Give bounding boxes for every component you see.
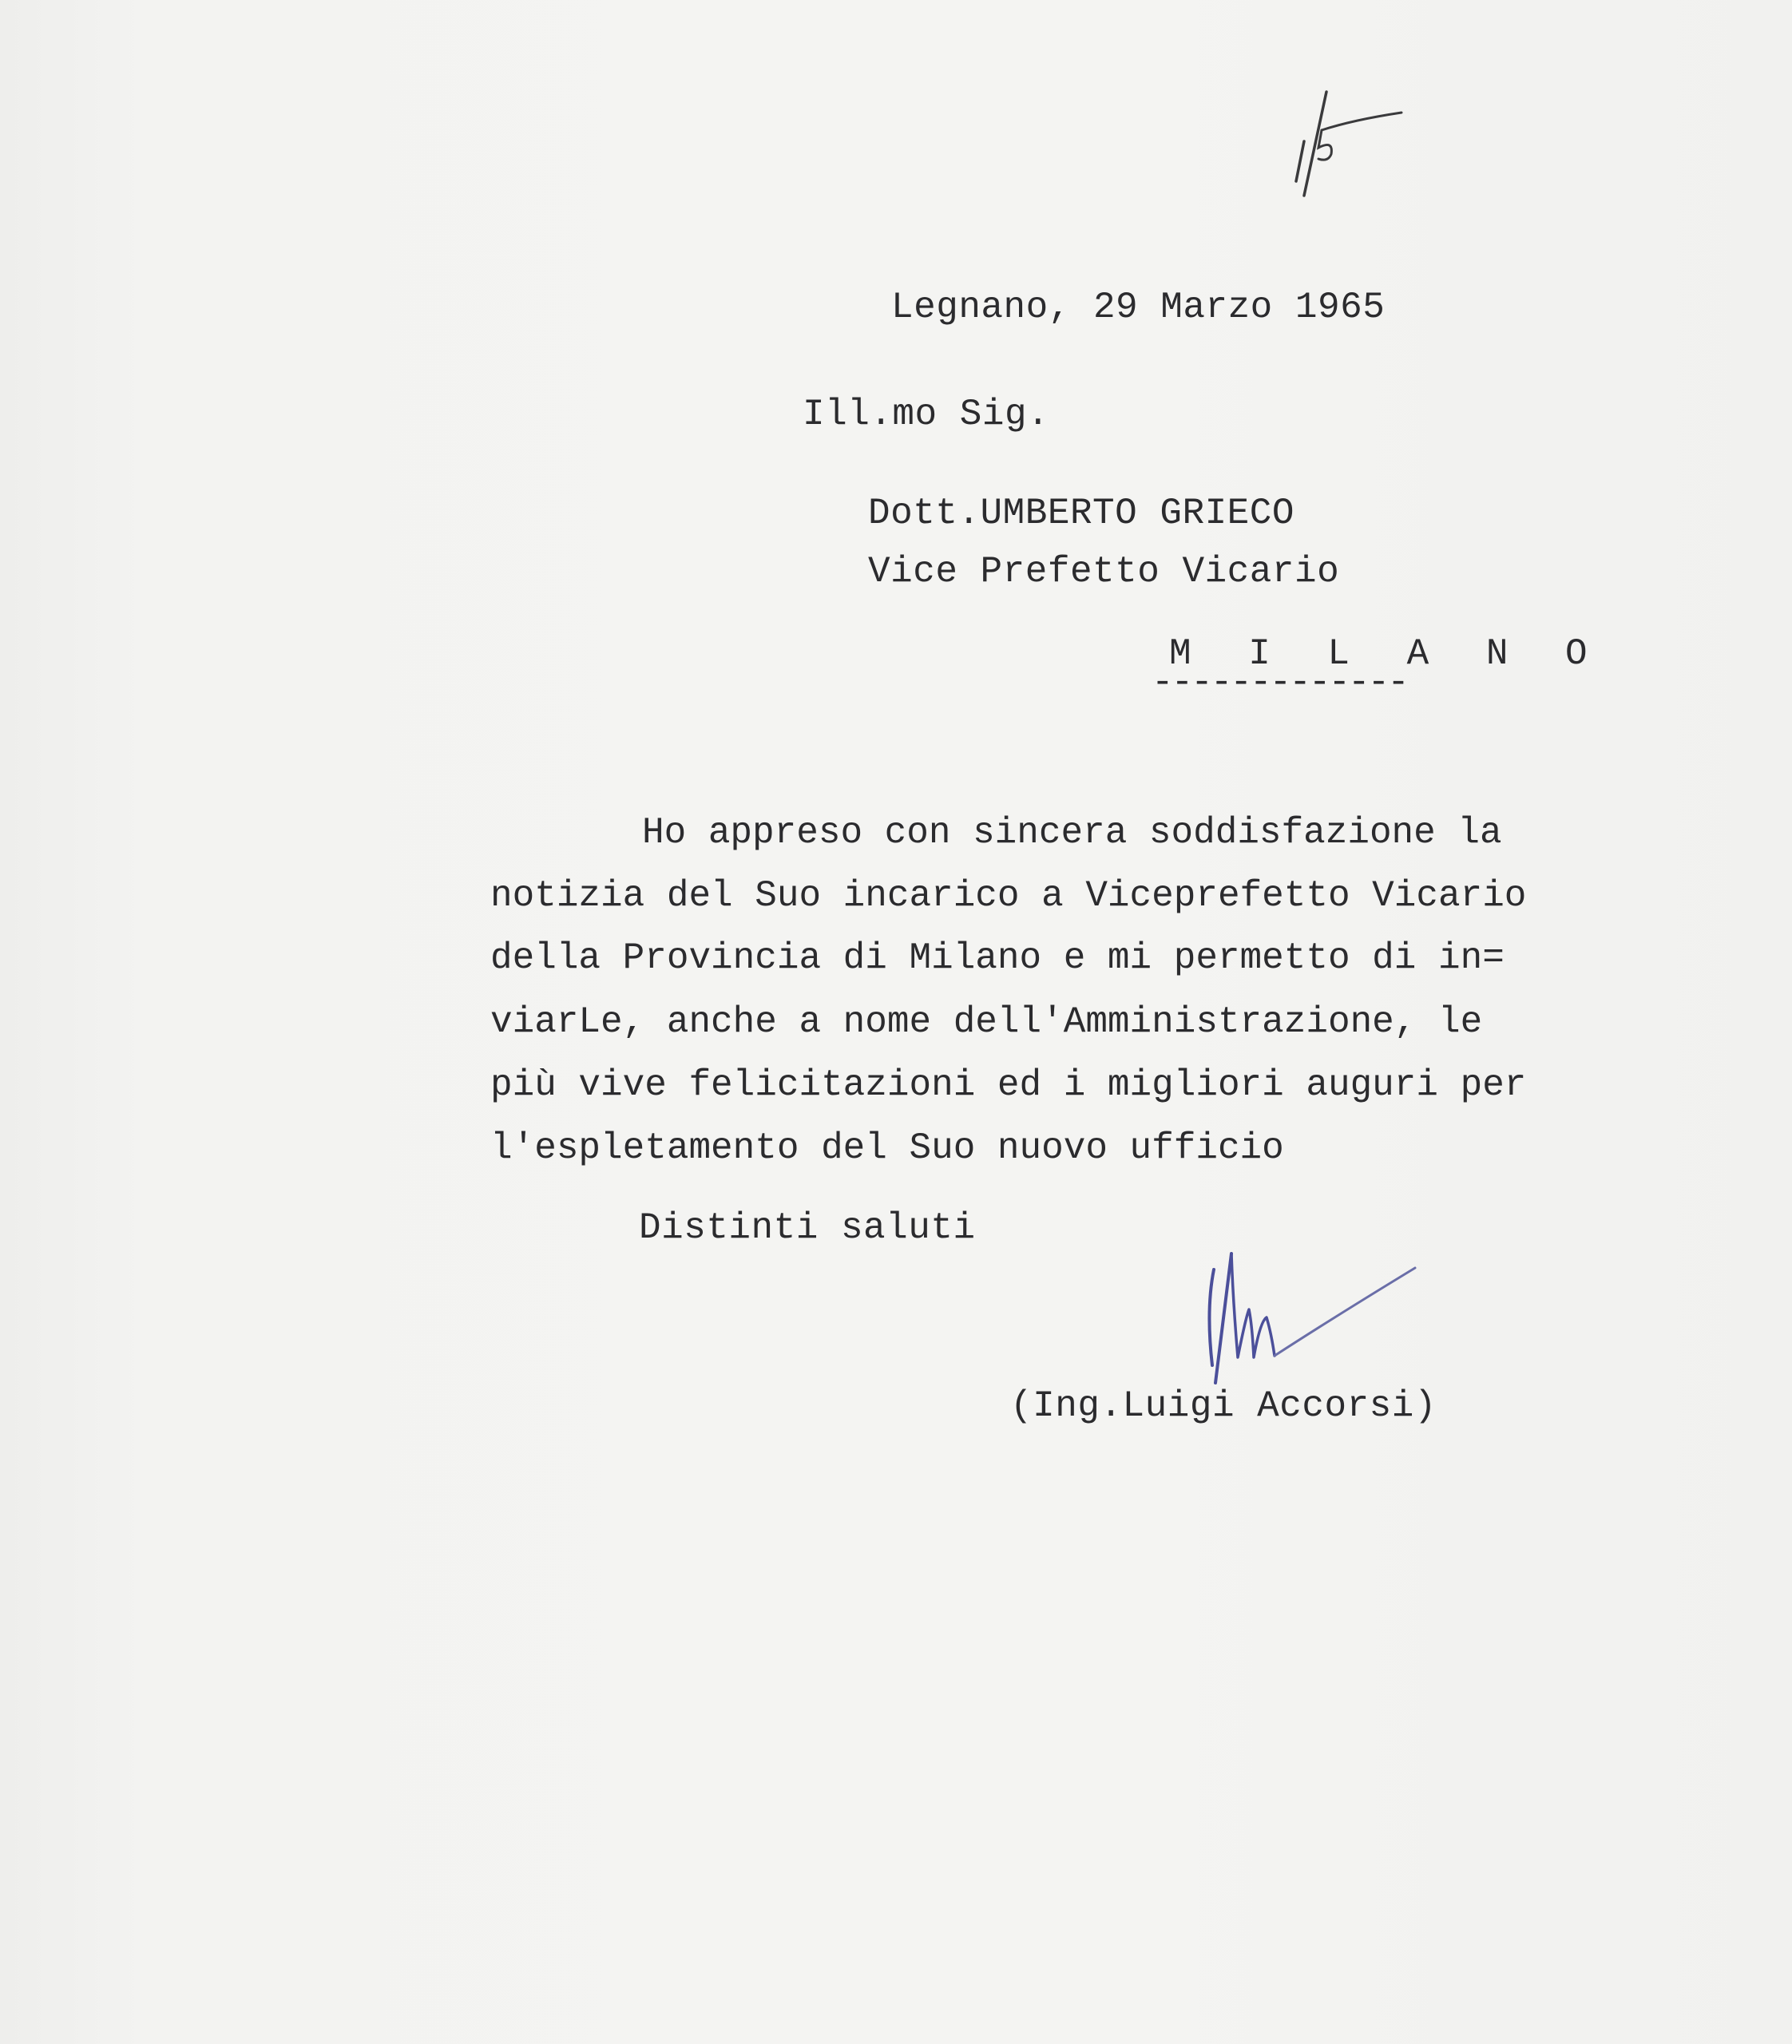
- closing: Distinti saluti: [639, 1207, 976, 1249]
- recipient-city: M I L A N O: [1169, 633, 1605, 675]
- handwritten-reference-mark: [1290, 84, 1409, 204]
- body-line: Ho appreso con sincera soddisfazione la: [642, 812, 1502, 854]
- recipient-name: Dott.UMBERTO GRIECO: [868, 493, 1294, 534]
- recipient-title: Vice Prefetto Vicario: [868, 551, 1340, 592]
- recipient-city-underline: -------------: [1152, 662, 1407, 703]
- body-line: l'espletamento del Suo nuovo ufficio: [490, 1127, 1284, 1169]
- body-line: viarLe, anche a nome dell'Amministrazione, le: [490, 1001, 1483, 1043]
- body-line: della Provincia di Milano e mi permetto di in=: [490, 937, 1505, 979]
- body-line: notizia del Suo incarico a Viceprefetto Vicario: [490, 875, 1527, 917]
- signatory-name: (Ing.Luigi Accorsi): [1010, 1385, 1437, 1427]
- body-line: più vive felicitazioni ed i migliori auguri per: [490, 1064, 1527, 1106]
- salutation: Ill.mo Sig.: [803, 394, 1050, 435]
- handwritten-signature: [1198, 1246, 1437, 1397]
- place-date: Legnano, 29 Marzo 1965: [891, 287, 1386, 328]
